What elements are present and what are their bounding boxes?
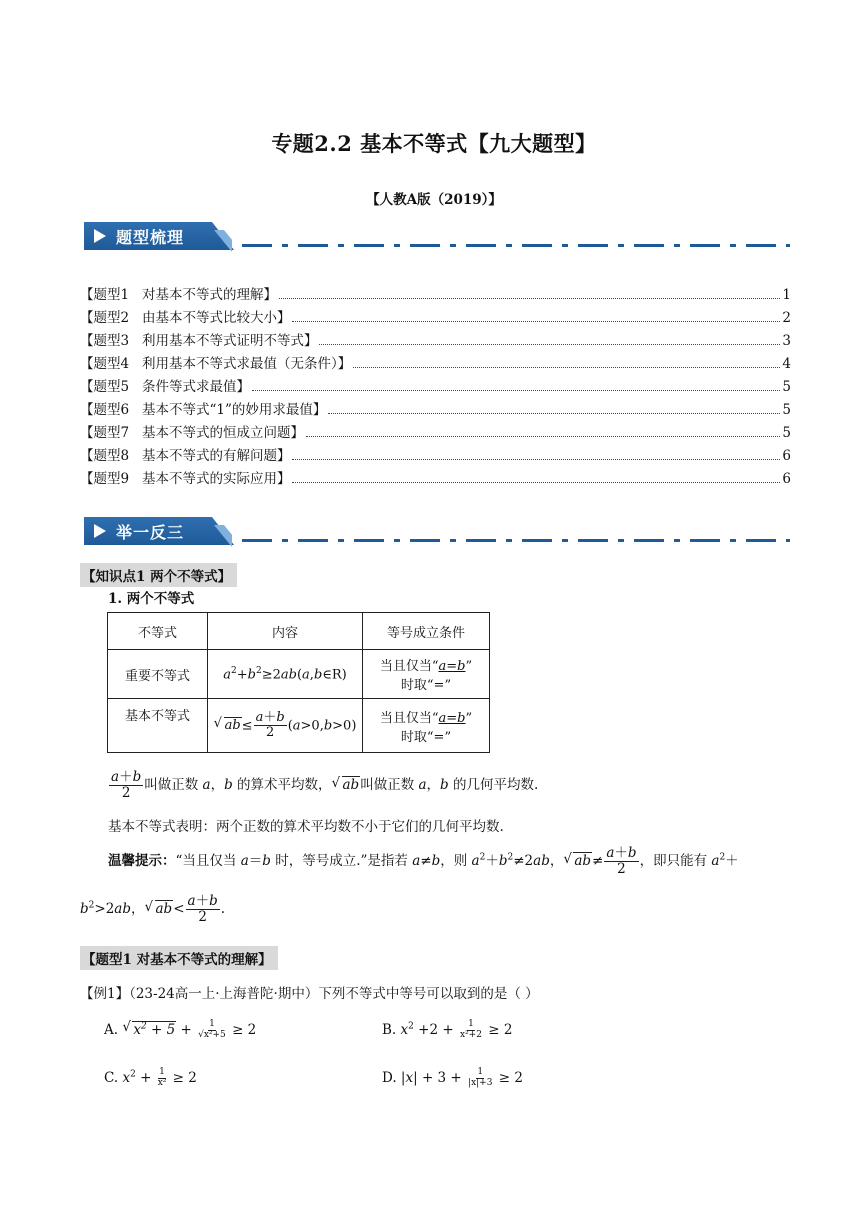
table-header: 等号成立条件 — [363, 613, 490, 650]
option-c[interactable]: C. $x^2$ + $\frac{1}{\text{x²}}$ ≥ 2 — [104, 1067, 197, 1088]
play-arrow-icon — [94, 524, 106, 538]
play-arrow-icon — [94, 229, 106, 243]
tip-paragraph: 温馨提示：“当且仅当 a＝b 时，等号成立.”是指若 a≠b，则 $a^2+b^2\ne 2ab$，√ ab≠ $\frac{a+b}{2}$ ，即只能有 $a^2+$ — [108, 846, 798, 877]
toc-item[interactable]: 【题型7 基本不等式的恒成立问题】 5 — [80, 425, 791, 441]
toc-item[interactable]: 【题型8 基本不等式的有解问题】 6 — [80, 448, 791, 464]
statement-paragraph: 基本不等式表明：两个正数的算术平均数不小于它们的几何平均数. — [108, 819, 504, 835]
question-type-label: 【题型1 对基本不等式的理解】 — [80, 946, 278, 970]
option-d[interactable]: D. |x| + 3 + $\frac{1}{|x|+3}$ ≥ 2 — [382, 1067, 523, 1088]
table-cell: 重要不等式 — [108, 650, 208, 699]
toc-item[interactable]: 【题型6 基本不等式“1”的妙用求最值】 5 — [80, 402, 791, 418]
knowledge-subheading: 1. 两个不等式 — [108, 591, 195, 607]
tip-paragraph-cont: $b^2>2ab$，√ ab< $\frac{a+b}{2}$ . — [80, 894, 225, 925]
knowledge-point-label: 【知识点1 两个不等式】 — [80, 563, 237, 587]
option-a[interactable]: A. √ $x^2 + 5$ + $\frac{1}{\text{√x²+5}}$ ≥ 2 — [104, 1020, 256, 1041]
option-b[interactable]: B. $x^2 +2$ + $\frac{1}{\text{x²+2}}$ ≥ 2 — [382, 1019, 513, 1040]
page-subtitle: 【人教A版（2019）】 — [366, 192, 502, 208]
banner-label-examples: 举一反三 — [116, 523, 185, 542]
toc-item[interactable]: 【题型3 利用基本不等式证明不等式】 3 — [80, 333, 791, 349]
toc-item[interactable]: 【题型9 基本不等式的实际应用】 6 — [80, 471, 791, 487]
example-question: 【例1】（23-24高一上·上海普陀·期中）下列不等式中等号可以取到的是（ ） — [80, 986, 539, 1002]
table-cell: 当且仅当“a=b” 时取“=” — [363, 650, 490, 699]
toc-item[interactable]: 【题型4 利用基本不等式求最值（无条件）】 4 — [80, 356, 791, 372]
table-of-contents — [80, 283, 791, 490]
banner-label-toc: 题型梳理 — [116, 228, 185, 247]
table-header: 不等式 — [108, 613, 208, 650]
table-cell: 基本不等式 — [108, 699, 208, 753]
section-banner-toc — [84, 222, 790, 252]
toc-item[interactable]: 【题型1 对基本不等式的理解】 1 — [80, 287, 791, 303]
toc-item[interactable]: 【题型2 由基本不等式比较大小】 2 — [80, 310, 791, 326]
inequality-table — [107, 612, 490, 753]
page-title: 专题2.2 基本不等式【九大题型】 — [271, 131, 597, 156]
table-cell: 当且仅当“a=b” 时取“=” — [363, 699, 490, 753]
table-header: 内容 — [208, 613, 363, 650]
formula-important-inequality: $a^2+b^2\ge 2ab(a,b\in R)$ — [208, 650, 363, 699]
definition-paragraph: $\frac{a+b}{2}$ 叫做正数 a，b 的算术平均数，√ ab叫做正数 a，b 的几何平均数. — [108, 770, 538, 801]
formula-basic-inequality: √ ab≤ $\frac{a+b}{2}$ (a>0,b>0) — [208, 699, 363, 753]
toc-item[interactable]: 【题型5 条件等式求最值】 5 — [80, 379, 791, 395]
section-banner-examples — [84, 517, 790, 547]
